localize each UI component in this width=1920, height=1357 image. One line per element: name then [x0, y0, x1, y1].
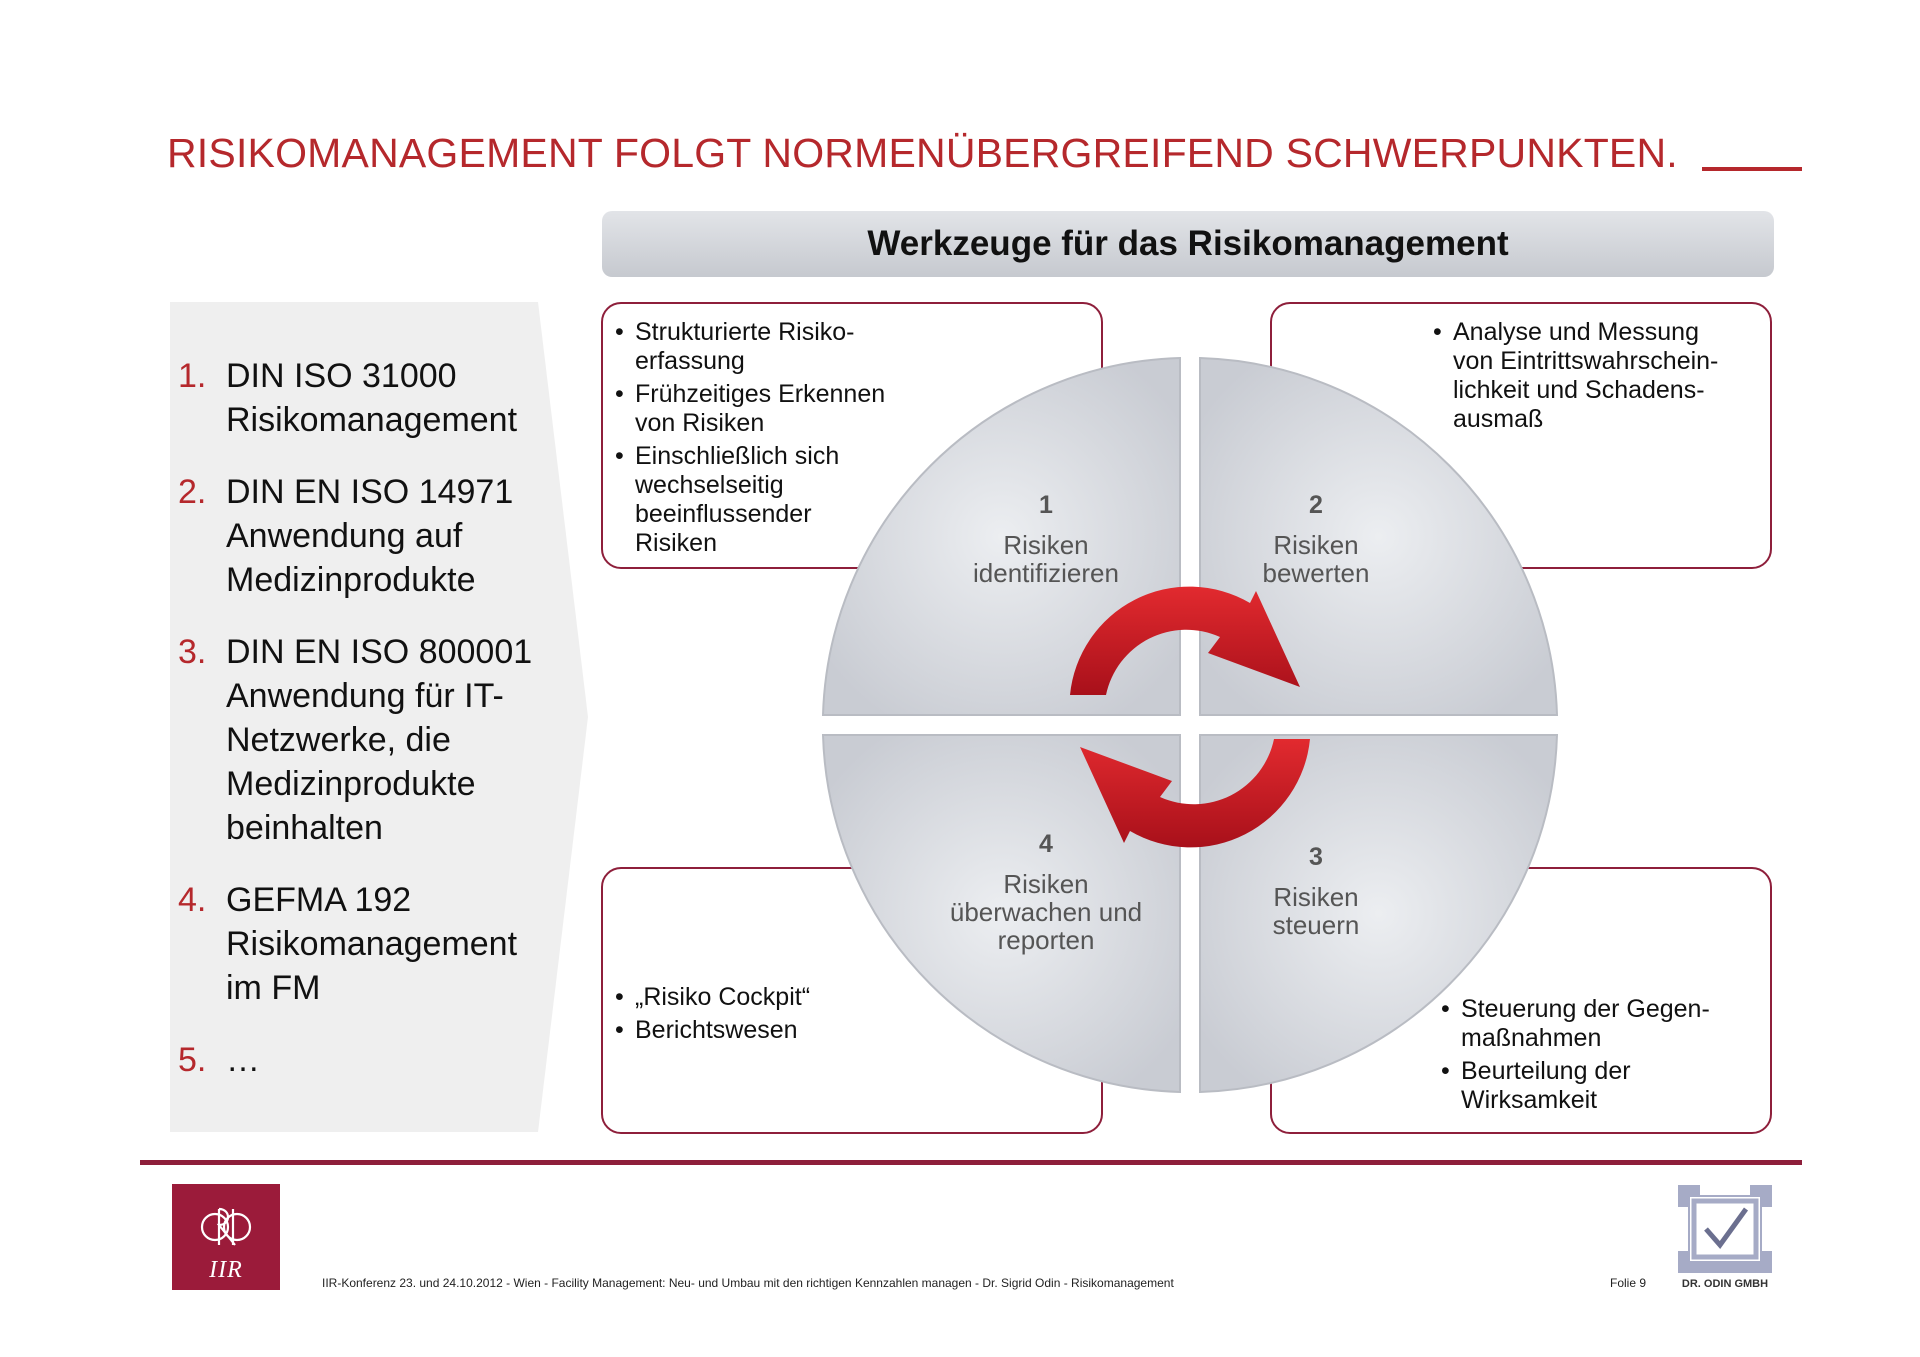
tools-header: Werkzeuge für das Risikomanagement: [602, 211, 1774, 277]
quadrant-3-label-line2: steuern: [1272, 910, 1360, 940]
norm-number: 1.: [178, 357, 207, 395]
quadrant-4-label-line1: Risiken: [1003, 869, 1089, 899]
norm-text: DIN EN ISO 14971 Anwendung auf Medizinprodukte: [226, 473, 514, 599]
page-title: RISIKOMANAGEMENT FOLGT NORMENÜBERGREIFEND SCHWERPUNKTEN.: [167, 130, 1678, 176]
slide-number: Folie 9: [1610, 1276, 1647, 1290]
norm-text: …: [226, 1041, 260, 1079]
norm-item-3: [178, 630, 532, 850]
norm-text: GEFMA 192 Risikomanagement im FM: [226, 881, 518, 1007]
quadrant-1-number: 1: [1039, 491, 1053, 519]
norm-item-4: [178, 878, 532, 1010]
title-underline: [1702, 167, 1802, 171]
iir-monogram-icon: [195, 1201, 257, 1253]
norm-number: 2.: [178, 473, 207, 511]
quadrant-4-label-line2: überwachen und: [949, 897, 1143, 927]
bullets-monitor: [615, 983, 810, 1049]
quadrant-2-number: 2: [1309, 491, 1323, 519]
bullet-item: • Berichtswesen: [615, 1016, 810, 1045]
quadrant-1-label-line1: Risiken: [1003, 530, 1089, 560]
bullet-item: • Steuerung der Gegen- maßnahmen: [1441, 995, 1710, 1053]
quadrant-2-label-line1: Risiken: [1273, 530, 1359, 560]
quadrant-2-label-line2: bewerten: [1262, 558, 1370, 588]
quadrant-1-label-line2: identifizieren: [973, 558, 1119, 588]
norm-number: 5.: [178, 1041, 207, 1079]
iir-logo-text: IIR: [209, 1257, 243, 1283]
norm-item-1: [178, 354, 532, 442]
odin-logo-text: DR. ODIN GMBH: [1681, 1278, 1769, 1290]
bullets-evaluate: [1433, 318, 1718, 438]
bullet-item: • Frühzeitiges Erkennen von Risiken: [615, 380, 885, 438]
footer-text: IIR-Konferenz 23. und 24.10.2012 - Wien - Facility Management: Neu- und Umbau mit den richtigen Kennzahlen managen - Dr. Sigrid Odin - Risikomanagement: [322, 1276, 1174, 1290]
quadrant-4-label-line3: reporten: [997, 925, 1095, 955]
norm-number: 4.: [178, 881, 207, 919]
bullets-identify: [615, 318, 885, 562]
quadrant-3-number: 3: [1309, 843, 1323, 871]
quadrant-3-label-line1: Risiken: [1273, 882, 1359, 912]
bullet-item: • Strukturierte Risiko- erfassung: [615, 318, 885, 376]
iir-logo: [172, 1184, 280, 1290]
bullet-item: • Beurteilung der Wirksamkeit: [1441, 1057, 1710, 1115]
bullets-control: [1441, 995, 1710, 1119]
bullet-item: • Einschließlich sich wechselseitig beeinflussender Risiken: [615, 442, 885, 558]
odin-checkmark-icon: [1674, 1181, 1776, 1291]
bullet-item: • „Risiko Cockpit“: [615, 983, 810, 1012]
norm-panel: [170, 302, 590, 1132]
norm-list: [178, 354, 532, 1110]
norm-text: DIN ISO 31000 Risikomanagement: [226, 357, 518, 439]
norm-item-5: [178, 1038, 532, 1082]
norm-number: 3.: [178, 633, 207, 671]
quadrant-4-number: 4: [1039, 830, 1053, 858]
norm-item-2: [178, 470, 532, 602]
footer-divider: [140, 1160, 1802, 1165]
bullet-item: • Analyse und Messung von Eintrittswahrschein- lichkeit und Schadens- ausmaß: [1433, 318, 1718, 434]
norm-text: DIN EN ISO 800001 Anwendung für IT- Netzwerke, die Medizinprodukte beinhalten: [226, 633, 533, 847]
